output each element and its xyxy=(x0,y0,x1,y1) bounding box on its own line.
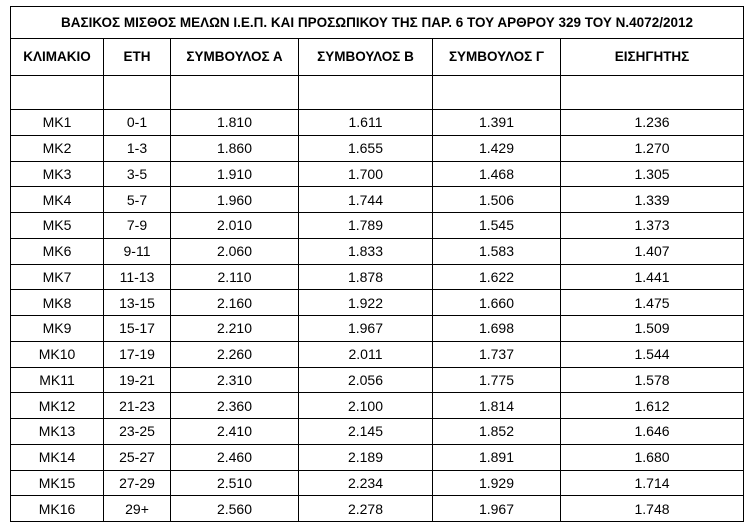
cell-eisigitis: 1.714 xyxy=(561,470,744,496)
cell-symvoulos-a: 1.910 xyxy=(171,161,299,187)
cell-symvoulos-g: 1.391 xyxy=(433,110,561,136)
cell-eisigitis: 1.475 xyxy=(561,290,744,316)
header-klimakio: ΚΛΙΜΑΚΙΟ xyxy=(11,39,104,76)
cell-symvoulos-b: 1.611 xyxy=(299,110,433,136)
cell-klimakio: ΜΚ4 xyxy=(11,187,104,213)
title-row xyxy=(11,7,744,39)
table-row xyxy=(11,496,744,522)
cell-eisigitis: 1.236 xyxy=(561,110,744,136)
table-row xyxy=(11,238,744,264)
cell-eisigitis: 1.305 xyxy=(561,161,744,187)
cell-eti: 11-13 xyxy=(104,264,171,290)
table-row xyxy=(11,187,744,213)
table-title: ΒΑΣΙΚΟΣ ΜΙΣΘΟΣ ΜΕΛΩΝ Ι.Ε.Π. ΚΑΙ ΠΡΟΣΩΠΙΚΟΥ ΤΗΣ ΠΑΡ. 6 ΤΟΥ ΑΡΘΡΟΥ 329 ΤΟΥ Ν.4072/2012 xyxy=(11,7,744,39)
header-symvoulos-g: ΣΥΜΒΟΥΛΟΣ Γ xyxy=(433,39,561,76)
salary-table xyxy=(10,6,744,522)
cell-klimakio: ΜΚ8 xyxy=(11,290,104,316)
cell-symvoulos-g: 1.429 xyxy=(433,135,561,161)
table-row xyxy=(11,367,744,393)
cell-symvoulos-b: 1.789 xyxy=(299,213,433,239)
empty-cell xyxy=(11,76,104,110)
cell-eti: 1-3 xyxy=(104,135,171,161)
cell-klimakio: ΜΚ11 xyxy=(11,367,104,393)
table-row xyxy=(11,444,744,470)
empty-cell xyxy=(433,76,561,110)
empty-row xyxy=(11,76,744,110)
cell-klimakio: ΜΚ16 xyxy=(11,496,104,522)
cell-klimakio: ΜΚ3 xyxy=(11,161,104,187)
cell-symvoulos-g: 1.737 xyxy=(433,341,561,367)
cell-symvoulos-b: 1.655 xyxy=(299,135,433,161)
cell-symvoulos-g: 1.545 xyxy=(433,213,561,239)
cell-symvoulos-b: 2.011 xyxy=(299,341,433,367)
cell-eti: 19-21 xyxy=(104,367,171,393)
cell-klimakio: ΜΚ7 xyxy=(11,264,104,290)
cell-eti: 23-25 xyxy=(104,419,171,445)
table-row xyxy=(11,341,744,367)
table-row xyxy=(11,161,744,187)
cell-eisigitis: 1.748 xyxy=(561,496,744,522)
cell-symvoulos-b: 2.145 xyxy=(299,419,433,445)
cell-eti: 25-27 xyxy=(104,444,171,470)
cell-eti: 5-7 xyxy=(104,187,171,213)
cell-eti: 27-29 xyxy=(104,470,171,496)
cell-klimakio: ΜΚ5 xyxy=(11,213,104,239)
cell-symvoulos-g: 1.814 xyxy=(433,393,561,419)
cell-symvoulos-b: 1.744 xyxy=(299,187,433,213)
table-row xyxy=(11,110,744,136)
cell-eisigitis: 1.407 xyxy=(561,238,744,264)
header-symvoulos-a: ΣΥΜΒΟΥΛΟΣ Α xyxy=(171,39,299,76)
cell-symvoulos-b: 1.700 xyxy=(299,161,433,187)
cell-eti: 15-17 xyxy=(104,316,171,342)
cell-symvoulos-a: 2.010 xyxy=(171,213,299,239)
cell-klimakio: ΜΚ13 xyxy=(11,419,104,445)
cell-klimakio: ΜΚ15 xyxy=(11,470,104,496)
cell-klimakio: ΜΚ14 xyxy=(11,444,104,470)
cell-klimakio: ΜΚ2 xyxy=(11,135,104,161)
table-row xyxy=(11,419,744,445)
cell-symvoulos-g: 1.583 xyxy=(433,238,561,264)
cell-eisigitis: 1.373 xyxy=(561,213,744,239)
cell-eisigitis: 1.441 xyxy=(561,264,744,290)
cell-symvoulos-g: 1.698 xyxy=(433,316,561,342)
header-eisigitis: ΕΙΣΗΓΗΤΗΣ xyxy=(561,39,744,76)
cell-eti: 29+ xyxy=(104,496,171,522)
cell-symvoulos-g: 1.852 xyxy=(433,419,561,445)
table-row xyxy=(11,213,744,239)
cell-symvoulos-g: 1.967 xyxy=(433,496,561,522)
cell-symvoulos-b: 1.833 xyxy=(299,238,433,264)
cell-klimakio: ΜΚ6 xyxy=(11,238,104,264)
cell-symvoulos-g: 1.660 xyxy=(433,290,561,316)
cell-symvoulos-a: 2.460 xyxy=(171,444,299,470)
cell-eti: 17-19 xyxy=(104,341,171,367)
cell-klimakio: ΜΚ12 xyxy=(11,393,104,419)
cell-symvoulos-b: 1.878 xyxy=(299,264,433,290)
cell-symvoulos-g: 1.622 xyxy=(433,264,561,290)
cell-symvoulos-a: 1.960 xyxy=(171,187,299,213)
cell-symvoulos-a: 1.810 xyxy=(171,110,299,136)
cell-eisigitis: 1.544 xyxy=(561,341,744,367)
header-eti: ΕΤΗ xyxy=(104,39,171,76)
table-row xyxy=(11,470,744,496)
cell-symvoulos-b: 2.189 xyxy=(299,444,433,470)
empty-cell xyxy=(104,76,171,110)
cell-symvoulos-b: 1.922 xyxy=(299,290,433,316)
cell-klimakio: ΜΚ9 xyxy=(11,316,104,342)
table-row xyxy=(11,290,744,316)
empty-cell xyxy=(561,76,744,110)
table-row xyxy=(11,393,744,419)
cell-symvoulos-a: 2.160 xyxy=(171,290,299,316)
cell-symvoulos-a: 2.410 xyxy=(171,419,299,445)
cell-klimakio: ΜΚ1 xyxy=(11,110,104,136)
cell-symvoulos-b: 2.278 xyxy=(299,496,433,522)
cell-eisigitis: 1.339 xyxy=(561,187,744,213)
table-row xyxy=(11,264,744,290)
cell-eti: 3-5 xyxy=(104,161,171,187)
cell-symvoulos-a: 2.260 xyxy=(171,341,299,367)
cell-symvoulos-a: 2.310 xyxy=(171,367,299,393)
cell-symvoulos-b: 2.234 xyxy=(299,470,433,496)
cell-eisigitis: 1.612 xyxy=(561,393,744,419)
cell-symvoulos-a: 2.060 xyxy=(171,238,299,264)
cell-eti: 7-9 xyxy=(104,213,171,239)
cell-symvoulos-g: 1.929 xyxy=(433,470,561,496)
cell-symvoulos-a: 2.360 xyxy=(171,393,299,419)
cell-eti: 9-11 xyxy=(104,238,171,264)
cell-symvoulos-g: 1.891 xyxy=(433,444,561,470)
cell-eisigitis: 1.680 xyxy=(561,444,744,470)
cell-symvoulos-a: 2.110 xyxy=(171,264,299,290)
header-symvoulos-b: ΣΥΜΒΟΥΛΟΣ Β xyxy=(299,39,433,76)
cell-eti: 0-1 xyxy=(104,110,171,136)
cell-eisigitis: 1.578 xyxy=(561,367,744,393)
cell-symvoulos-a: 2.560 xyxy=(171,496,299,522)
cell-symvoulos-b: 2.056 xyxy=(299,367,433,393)
cell-eti: 21-23 xyxy=(104,393,171,419)
cell-symvoulos-g: 1.468 xyxy=(433,161,561,187)
cell-klimakio: ΜΚ10 xyxy=(11,341,104,367)
cell-symvoulos-a: 1.860 xyxy=(171,135,299,161)
table-row xyxy=(11,135,744,161)
cell-eisigitis: 1.509 xyxy=(561,316,744,342)
cell-symvoulos-b: 2.100 xyxy=(299,393,433,419)
empty-cell xyxy=(171,76,299,110)
salary-table-sheet xyxy=(10,6,743,522)
cell-eisigitis: 1.270 xyxy=(561,135,744,161)
cell-symvoulos-g: 1.506 xyxy=(433,187,561,213)
header-row xyxy=(11,39,744,76)
cell-eti: 13-15 xyxy=(104,290,171,316)
cell-symvoulos-g: 1.775 xyxy=(433,367,561,393)
cell-eisigitis: 1.646 xyxy=(561,419,744,445)
cell-symvoulos-a: 2.210 xyxy=(171,316,299,342)
table-row xyxy=(11,316,744,342)
empty-cell xyxy=(299,76,433,110)
cell-symvoulos-a: 2.510 xyxy=(171,470,299,496)
cell-symvoulos-b: 1.967 xyxy=(299,316,433,342)
